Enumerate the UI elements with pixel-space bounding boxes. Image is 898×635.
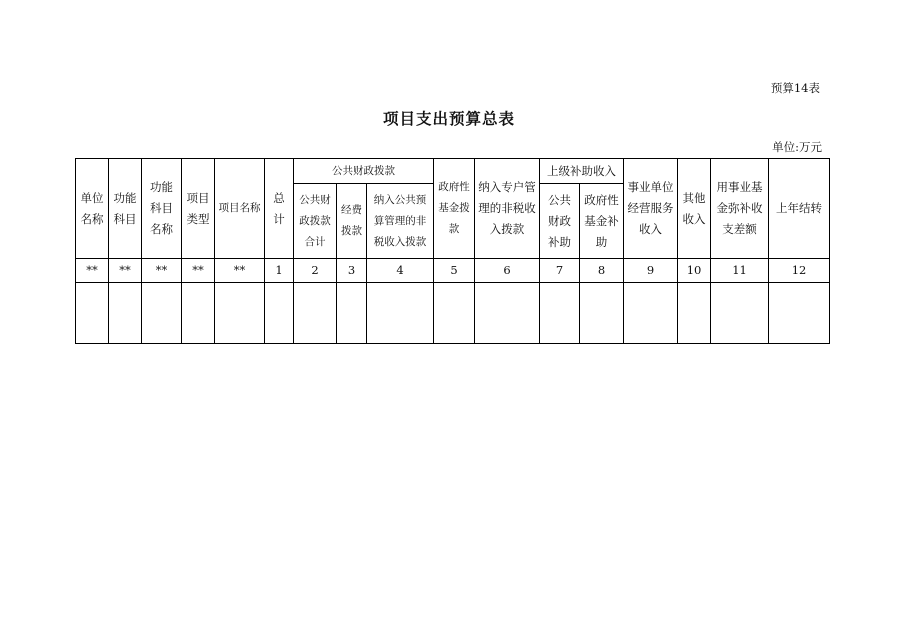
col-proj-name: 项目名称 — [215, 159, 265, 259]
col-fund-makeup: 用事业基金弥补收支差额 — [711, 159, 769, 259]
data-cell — [109, 283, 142, 344]
number-cell: ** — [182, 259, 215, 283]
data-cell — [367, 283, 434, 344]
data-cell — [434, 283, 475, 344]
data-cell — [337, 283, 367, 344]
col-unit-name: 单位名称 — [76, 159, 109, 259]
col-nontax-special: 纳入专户管理的非税收入拨款 — [475, 159, 540, 259]
col-gov-fund: 政府性基金拨款 — [434, 159, 475, 259]
data-cell — [624, 283, 678, 344]
number-cell: 6 — [475, 259, 540, 283]
data-row — [76, 283, 830, 344]
col-upper-gov-fund: 政府性基金补助 — [580, 184, 624, 259]
col-func-code: 功能科目 — [109, 159, 142, 259]
number-cell: 8 — [580, 259, 624, 283]
data-cell — [711, 283, 769, 344]
number-cell: ** — [76, 259, 109, 283]
header-row-1 — [76, 159, 830, 184]
col-nontax-in-budget: 纳入公共预算管理的非税收入拨款 — [367, 184, 434, 259]
group-upper-subsidy: 上级补助收入 — [540, 159, 624, 184]
form-number: 预算14表 — [770, 81, 820, 95]
number-cell: 9 — [624, 259, 678, 283]
number-cell: 1 — [265, 259, 294, 283]
number-cell: 10 — [678, 259, 711, 283]
col-proj-type: 项目类型 — [182, 159, 215, 259]
data-cell — [182, 283, 215, 344]
data-cell — [475, 283, 540, 344]
data-cell — [215, 283, 265, 344]
number-cell: ** — [142, 259, 182, 283]
data-cell — [294, 283, 337, 344]
data-cell — [265, 283, 294, 344]
data-cell — [769, 283, 830, 344]
unit-label: 单位:万元 — [772, 140, 822, 154]
number-cell: 3 — [337, 259, 367, 283]
number-row — [76, 259, 830, 283]
number-cell: 12 — [769, 259, 830, 283]
data-cell — [142, 283, 182, 344]
col-func-name: 功能科目名称 — [142, 159, 182, 259]
data-cell — [580, 283, 624, 344]
group-public-finance: 公共财政拨款 — [294, 159, 434, 184]
number-cell: 11 — [711, 259, 769, 283]
number-cell: 2 — [294, 259, 337, 283]
number-cell: 5 — [434, 259, 475, 283]
col-other-income: 其他收入 — [678, 159, 711, 259]
col-total: 总计 — [265, 159, 294, 259]
col-upper-public-finance: 公共财政补助 — [540, 184, 580, 259]
col-carryover: 上年结转 — [769, 159, 830, 259]
data-cell — [678, 283, 711, 344]
data-cell — [76, 283, 109, 344]
page-title: 项目支出预算总表 — [382, 109, 515, 128]
number-cell: 7 — [540, 259, 580, 283]
col-fee-grant: 经费拨款 — [337, 184, 367, 259]
col-business-service: 事业单位经营服务收入 — [624, 159, 678, 259]
budget-table — [75, 158, 830, 344]
number-cell: ** — [215, 259, 265, 283]
data-cell — [540, 283, 580, 344]
col-public-finance-total: 公共财政拨款合计 — [294, 184, 337, 259]
number-cell: ** — [109, 259, 142, 283]
number-cell: 4 — [367, 259, 434, 283]
